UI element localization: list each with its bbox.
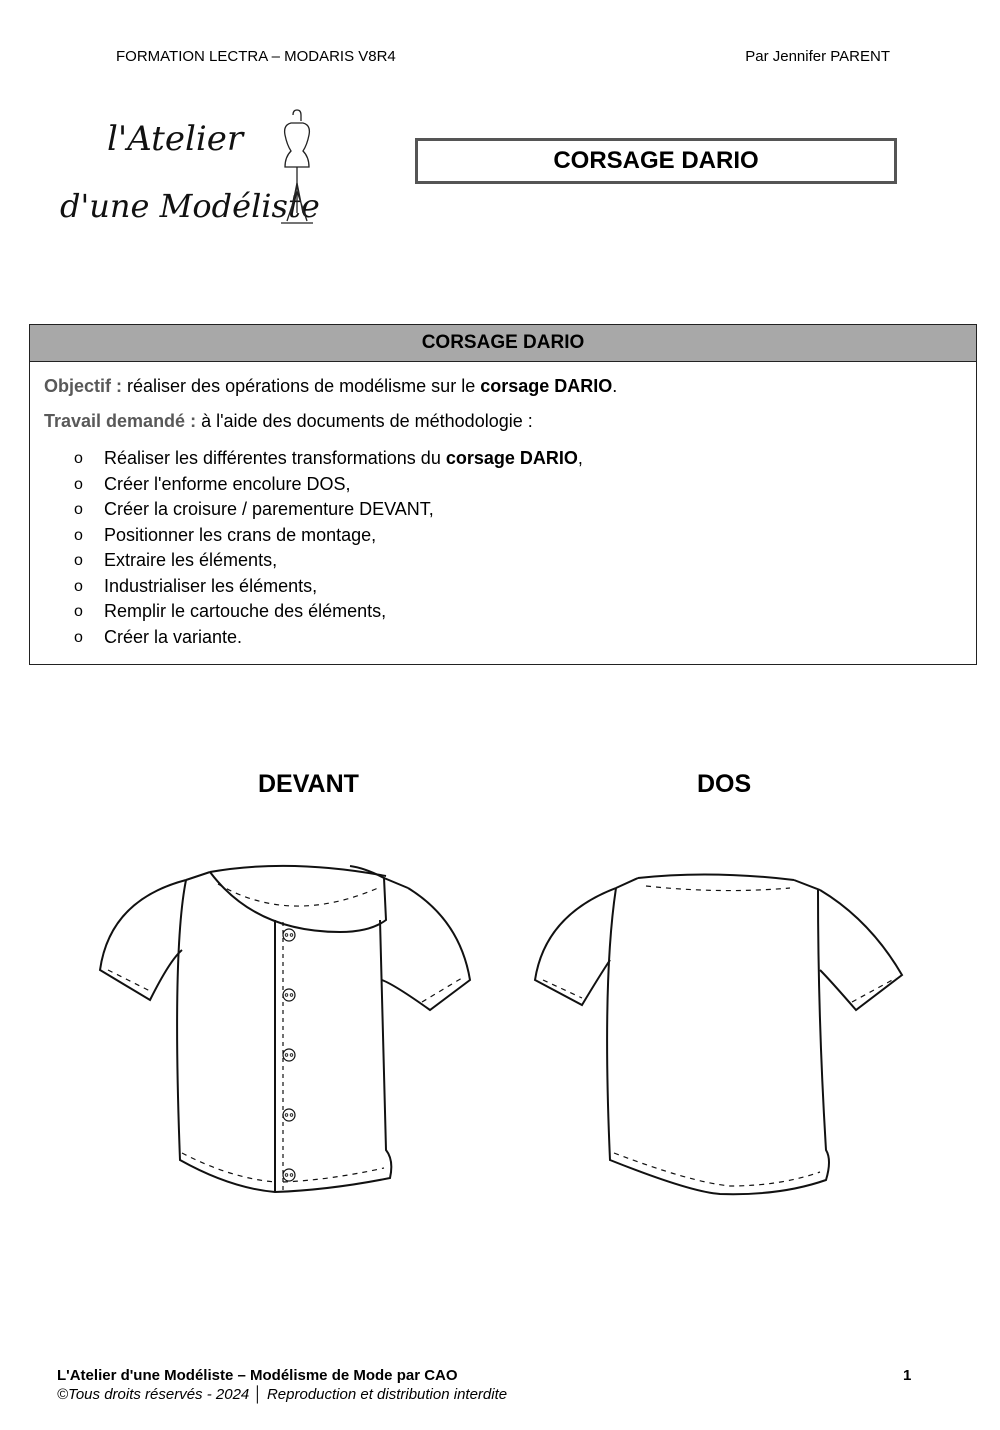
circle-bullet-icon: o <box>74 450 83 467</box>
assignment-panel <box>29 324 977 665</box>
work-label: Travail demandé : <box>44 411 197 431</box>
objective-text: réaliser des opérations de modélisme sur le <box>127 376 476 396</box>
circle-bullet-icon: o <box>74 552 83 569</box>
task-item <box>74 497 962 523</box>
circle-bullet-icon: o <box>74 526 83 544</box>
front-bodice-sketch <box>100 866 470 1192</box>
garment-sketches <box>90 860 920 1210</box>
objective-label: Objectif : <box>44 376 123 396</box>
task-text: Créer la variante. <box>104 626 243 647</box>
task-item <box>74 523 962 549</box>
button-icon <box>283 929 295 941</box>
task-text: Remplir le cartouche des éléments, <box>104 601 387 621</box>
header-course-title: FORMATION LECTRA – MODARIS V8R4 <box>116 48 396 65</box>
circle-bullet-icon: o <box>74 577 83 595</box>
circle-bullet-icon: o <box>74 603 83 620</box>
work-text: à l'aide des documents de méthodologie : <box>201 411 533 431</box>
task-text: Créer l'enforme encolure DOS, <box>104 473 351 494</box>
task-item <box>74 599 962 625</box>
objective-line <box>44 374 962 399</box>
footer-title: L'Atelier d'une Modéliste – Modélisme de Mode par CAO <box>57 1367 458 1384</box>
work-line <box>44 409 962 434</box>
circle-bullet-icon: o <box>74 501 83 518</box>
task-text: Créer la croisure / parementure DEVANT, <box>104 499 434 519</box>
button-icon <box>283 989 295 1001</box>
atelier-logo <box>55 95 345 255</box>
task-item <box>74 625 962 651</box>
footer-copyright: ©Tous droits réservés - 2024 │ Reproduction et distribution interdite <box>57 1386 508 1403</box>
button-icon <box>283 1049 295 1061</box>
logo-line2: d'une Modéliste <box>60 187 320 225</box>
task-item <box>74 574 962 600</box>
button-icon <box>283 1109 295 1121</box>
task-text: Réaliser les différentes transformations du <box>104 448 446 468</box>
back-view-label: DOS <box>697 770 752 798</box>
page-title: CORSAGE DARIO <box>415 138 897 184</box>
front-view-label: DEVANT <box>258 770 359 798</box>
button-icon <box>283 1169 295 1181</box>
objective-bold: corsage DARIO <box>480 376 613 396</box>
back-bodice-sketch <box>535 874 902 1194</box>
task-end: , <box>577 448 583 468</box>
task-item <box>74 446 962 472</box>
task-text: Extraire les éléments, <box>104 550 278 570</box>
task-list <box>74 446 962 650</box>
circle-bullet-icon: o <box>74 628 83 646</box>
header-author: Par Jennifer PARENT <box>745 48 890 65</box>
button-set <box>283 929 295 1181</box>
circle-bullet-icon: o <box>74 475 83 493</box>
page-number: 1 <box>903 1367 912 1384</box>
logo-line1: l'Atelier <box>107 119 244 159</box>
panel-heading: CORSAGE DARIO <box>30 325 976 362</box>
task-text: Positionner les crans de montage, <box>104 524 377 545</box>
task-item <box>74 548 962 574</box>
task-item <box>74 472 962 498</box>
task-text: Industrialiser les éléments, <box>104 575 318 596</box>
task-bold: corsage DARIO <box>445 448 578 468</box>
objective-end: . <box>612 376 618 396</box>
